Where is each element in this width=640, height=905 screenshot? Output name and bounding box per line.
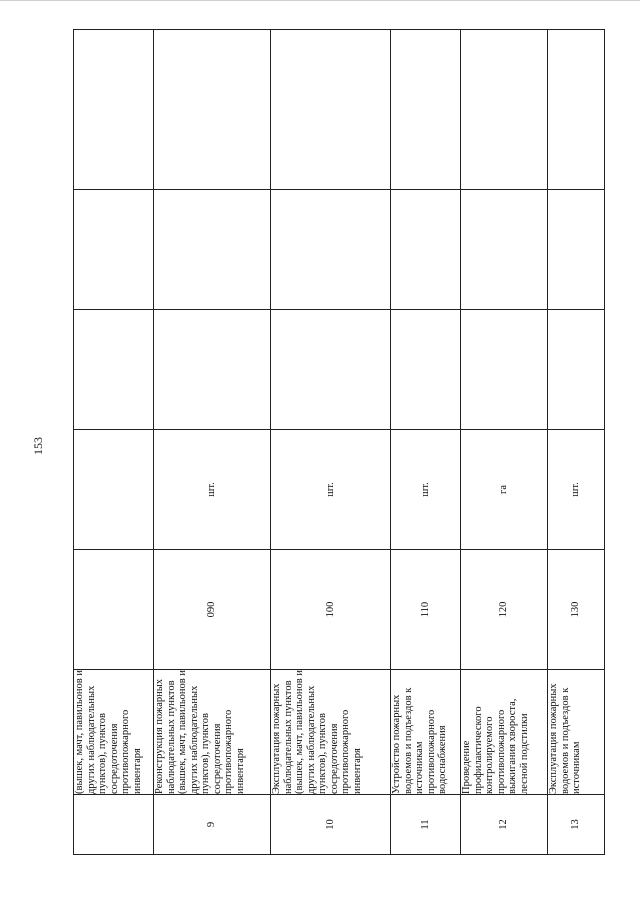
empty-cell bbox=[461, 190, 548, 310]
row-name-cell: Проведение профилактического контролируемого противопожарного выжигания хвороста, лесной подстилки bbox=[461, 670, 548, 795]
page-number: 153 bbox=[31, 437, 45, 455]
table-row bbox=[271, 30, 391, 855]
scan-edge bbox=[0, 0, 640, 1]
row-code-cell: 100 bbox=[271, 550, 391, 670]
empty-cell bbox=[391, 190, 461, 310]
row-number-cell: 10 bbox=[271, 795, 391, 855]
row-unit-cell: шт. bbox=[548, 430, 605, 550]
empty-cell bbox=[154, 310, 271, 430]
table-container bbox=[73, 30, 604, 855]
row-code-cell: 090 bbox=[154, 550, 271, 670]
table-row bbox=[461, 30, 548, 855]
empty-cell bbox=[461, 310, 548, 430]
empty-cell bbox=[271, 310, 391, 430]
row-unit-cell: шт. bbox=[391, 430, 461, 550]
row-code-cell bbox=[74, 550, 154, 670]
row-unit-cell: шт. bbox=[271, 430, 391, 550]
empty-cell bbox=[74, 310, 154, 430]
row-name-cell: Устройство пожарных водоемов и подъездов к источникам противопожарного водоснабжения bbox=[391, 670, 461, 795]
empty-cell bbox=[548, 190, 605, 310]
table-row bbox=[74, 30, 154, 855]
table-row bbox=[154, 30, 271, 855]
empty-cell bbox=[391, 310, 461, 430]
row-number-cell: 13 bbox=[548, 795, 605, 855]
row-number-cell bbox=[74, 795, 154, 855]
row-name-cell: (вышек, мачт, павильонов и других наблюдательных пунктов), пунктов сосредоточения противопожарного инвентаря bbox=[74, 670, 154, 795]
table-row bbox=[391, 30, 461, 855]
data-table bbox=[73, 29, 605, 855]
empty-cell bbox=[74, 30, 154, 190]
empty-cell bbox=[74, 190, 154, 310]
row-code-cell: 110 bbox=[391, 550, 461, 670]
empty-cell bbox=[391, 30, 461, 190]
row-name-cell: Эксплуатация пожарных наблюдательных пунктов (вышек, мачт, павильонов и других наблюдательных пунктов), пунктов сосредоточения противопожарного инвентаря bbox=[271, 670, 391, 795]
empty-cell bbox=[271, 30, 391, 190]
empty-cell bbox=[548, 310, 605, 430]
row-name-cell: Реконструкция пожарных наблюдательных пунктов (вышек, мачт, павильонов и других наблюдательных пунктов), пунктов сосредоточения противопожарного инвентаря bbox=[154, 670, 271, 795]
empty-cell bbox=[271, 190, 391, 310]
row-number-cell: 9 bbox=[154, 795, 271, 855]
row-unit-cell: га bbox=[461, 430, 548, 550]
rotated-table bbox=[73, 30, 604, 855]
table-row bbox=[548, 30, 605, 855]
empty-cell bbox=[154, 30, 271, 190]
row-unit-cell bbox=[74, 430, 154, 550]
row-name-cell: Эксплуатация пожарных водоемов и подъездов к источникам bbox=[548, 670, 605, 795]
empty-cell bbox=[154, 190, 271, 310]
empty-cell bbox=[461, 30, 548, 190]
row-number-cell: 12 bbox=[461, 795, 548, 855]
row-code-cell: 130 bbox=[548, 550, 605, 670]
row-unit-cell: шт. bbox=[154, 430, 271, 550]
empty-cell bbox=[548, 30, 605, 190]
row-number-cell: 11 bbox=[391, 795, 461, 855]
row-code-cell: 120 bbox=[461, 550, 548, 670]
